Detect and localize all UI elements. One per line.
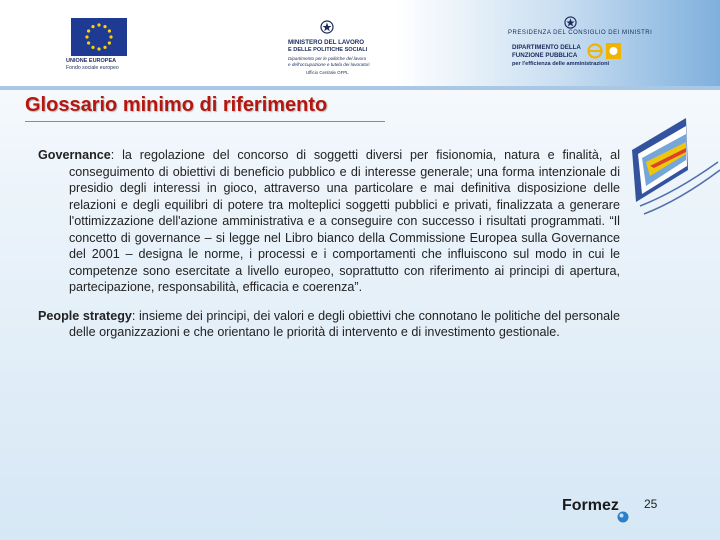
ministry-dept-line2: e dell'occupazione e tutela dei lavoratori: [288, 62, 370, 67]
glossary-term: People strategy: [38, 308, 132, 323]
page-number: 25: [644, 497, 658, 511]
eu-subtitle: Fondo sociale europeo: [66, 64, 119, 71]
formez-logo: Formez: [562, 497, 619, 514]
dept-line1: DIPARTIMENTO DELLA: [512, 44, 581, 51]
glossary-entry-people-strategy: [38, 308, 620, 341]
glossary-definition: : la regolazione del concorso di soggetti diversi per fisionomia, natura e finalità, al conseguimento di obiettivi di beneficio pubblico e di interesse generale; una forma intenzionale di presidio degli interessi in gioco, attraverso una particolare e mai definitiva disposizione delle relazioni e degli equilibri di potere tra molteplici soggetti pubblici e privati, finalizzata a generare l'ottimizzazione dell'azione amministrativa e a conseguire con successo i risultati programmati. “Il concetto di governance – si legge nel Libro bianco della Commissione Europea sulla Governance del 2001 – designa le norme, i processi e i comportamenti che influiscono sul modo in cui le competenze sono esercitate a livello europeo, soprattutto con riferimento ai principi di apertura, partecipazione, responsabilità, efficacia e coerenza”.: [69, 148, 620, 294]
glossary-term: Governance: [38, 148, 111, 162]
eu-logo: [66, 18, 132, 76]
efficiency-mark-icon: [586, 42, 622, 60]
glossary-entry-governance: [38, 147, 620, 296]
slide-title: Glossario minimo di riferimento: [25, 94, 328, 116]
dept-line2: FUNZIONE PUBBLICA: [512, 52, 578, 59]
ministry-name-line2: E DELLE POLITICHE SOCIALI: [288, 47, 368, 53]
eu-name: UNIONE EUROPEA: [66, 58, 117, 64]
glossary-definition: : insieme dei principi, dei valori e degli obiettivi che connotano le politiche del personale delle organizzazioni e che orientano le priorità di intervento e di investimento gestionale.: [69, 308, 620, 339]
progetto-emblem-icon: [626, 110, 720, 220]
header-divider: [0, 86, 720, 90]
ministry-logo: [284, 20, 374, 80]
italian-republic-emblem-icon: [564, 16, 577, 29]
title-underline: [25, 121, 385, 122]
ministry-name-line1: MINISTERO DEL LAVORO: [288, 39, 365, 46]
ministry-office: Ufficio Centrale OFPL: [306, 70, 349, 75]
formez-dot-icon: [616, 510, 630, 524]
ministry-dept-line1: Dipartimento per le politiche del lavoro: [288, 56, 367, 61]
presidenza-logo: [506, 16, 653, 76]
italian-republic-emblem-icon: [320, 20, 334, 34]
glossary-body: [38, 147, 620, 353]
dept-line3: per l'efficienza delle amministrazioni: [512, 61, 610, 67]
eu-flag-icon: [71, 18, 127, 56]
presidenza-name: PRESIDENZA DEL CONSIGLIO DEI MINISTRI: [508, 30, 653, 36]
